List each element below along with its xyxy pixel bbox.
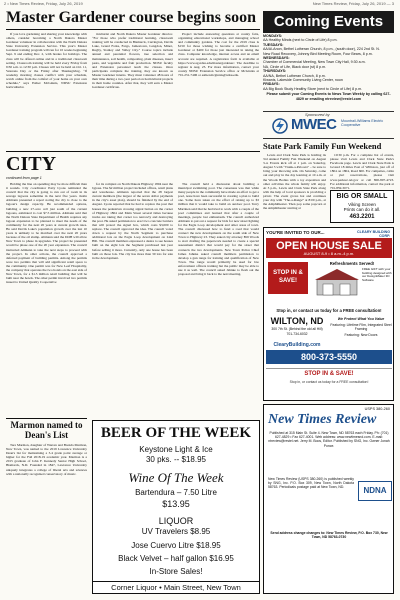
ndna-badge: NDNA xyxy=(358,481,392,501)
city-heading: CITY xyxy=(6,153,57,175)
building-illustration-icon xyxy=(314,267,360,297)
open-house-dates: AUGUST 8-9 • 8 a.m.-4 p.m. xyxy=(303,251,355,256)
article-text: The council held a discussion about building a municipal swimming pool. The consensus was that while many people in the community have made an effort to get a pool, none have been successful in creating a plan to build one. Some have taken on the effort of raising up to $3 million that it would take to build an outdoor pool. Terry Martinen said that he had tried to work with a couple of the pool committees and learned that after a couple of meetings, people lost enthusiasm. The council authorized Altmann to put out a request for bids for new street lighting for the Eagle Loop development and other areas of town. The council discussed how to fund a road that would connect the new developments on the south side of New Town to Highway 23. They asked city attorney Bill Woods to start drafting the paperwork needed to create a special assessment district that would pay for the street that connects the two developments. New Town Police Chief James Jahnke asked council members permission to develop a gun range for training and qualification of New Town. The range would primarily be used for law enforcement officers training but the public may be able to use it as well. The council asked Jahnke to flesh out the proposal and bring it back to the next meeting. xyxy=(178,182,259,277)
event-text: NA, Circle of Life, Black door (st) 8 p.m. xyxy=(263,64,327,69)
location-phone: 701-734-6032 xyxy=(286,332,308,336)
consultation-footer: Stop in, or contact us today for a FREE consultation! xyxy=(289,380,369,384)
article-text: ticulturist and North Dakota Master Gardener director. “For those who prefer traditional learning, classroom training will be conducted in Bismarck, Carrington, Devils Lake, Grand Forks, Fargo, Jamestown, Langdon, Minot, Rugby, Stanley and Valley City.” Course topics include annual and perennial flowers, tree selection and maintenance, soil health, composting, plant diseases, insect pests, and vegetable and fruit production. NDSU faculty and Extension personnel teach the classes. Once participants complete the training, they are known as Master Gardener interns. They must volunteer 48 hours of their time during a two-year period on horticultural projects in their home counties. After that, they will earn a Master Gardener certificate. xyxy=(92,32,173,90)
event-text: AA/Al-Anon, Bethel Lutheran Church, 8 p.m., (south door), 224 2nd St. N. xyxy=(263,47,380,52)
city-column-2 xyxy=(92,182,173,418)
event-entry xyxy=(263,43,394,52)
sponsor-subname: Mountrail-Williams Electric Cooperative xyxy=(341,119,384,128)
event-day: MONDAYS: xyxy=(263,34,283,38)
location-city: WILTON, ND xyxy=(270,316,324,326)
postal-info-text: New Times Review (USPS 380-260) is published weekly by SNG, Inc. P.O. Box 309, New Town, North Dakota 58763. Periodicals postage paid at New Town, ND. xyxy=(268,477,354,490)
event-day: TUESDAYS: xyxy=(263,42,284,47)
event-entry xyxy=(263,69,394,78)
wine-price: $13.95 xyxy=(162,499,190,509)
event-text: AA Big Book Study Healthy Store (next to Circle of Life) 8 p.m. xyxy=(263,86,363,91)
divider xyxy=(6,29,260,30)
wine-item: Bartendura – 7.50 Litre xyxy=(135,488,217,497)
running-header xyxy=(0,0,400,6)
marmon-headline: Marmon named to Dean's List xyxy=(10,420,83,440)
postal-info xyxy=(268,477,354,527)
liquor-item-2: Jose Cuervo Litre $18.95 xyxy=(131,541,221,550)
location-address: 300 7th St. (Behind the old all Hill) xyxy=(271,327,323,331)
article-text: Holding the line on spending may be more difficult than it sounds. City coordinator Patty Lyons reminded the council that the city is going to run out of room in its sewage lagoons sometime in the next five years. Justin Altmann presented a report noting the city is close to the lagoon's design capacity. He recommended options, building a new 27-acre cell just south of the current lagoons, estimated to cost $7.5 million. Altmann said that the North Dakota State Department of Health requires any lagoon expansion to be planned to meet the needs of the community for the next 20 years at current growth rates. He said Devils Lake's population growth over the last 10 years is unlikely to be matched over the next 20 years because of the oil slump. Altmann said the DOH will allow New Town to phase in upgrades. The project he presented would be phase one of the 20 year expansion. The council instructed Altmann to take the next steps to proceed with the project. In other actions, the council approved a deferred payment of building permits. Among the permits were two permits that will add significant retail space to the community. One permit was for New Leaf Hospitality, the company that operates the two hotels on the east side of New Town, for a $1.5 million retail building that will be built near the hotels. The other permit involved two permits issued to United Quality Cooperative xyxy=(6,182,87,285)
beer-price: 30 pks. -- $18.95 xyxy=(145,455,207,464)
big-or-small-line-2: Prints can do it all. xyxy=(343,207,381,212)
event-day: FRIDAYS: xyxy=(263,82,280,87)
publication-info-text: Published at 315 Main St. Suite 4. New Town, ND 58763 each Friday. Ph: (701) 627-4829 • Fax 627-4001. Web address: www.newtimesnd.com. E-mail: ntreview@restel.net. Jerry M. Boos, Editor. Published by SNG, Inc. Owner Jonah Ponce. xyxy=(268,431,390,448)
postmaster-notice xyxy=(268,531,390,561)
left-folio: 2 • New Times Review, Friday, July 26, 2019 xyxy=(4,1,83,6)
protect-slogan: We Protect What You Value xyxy=(337,317,385,321)
master-gardener-column-1 xyxy=(6,32,87,150)
event-text: New Road Recovery, Johnny Bird Meeting Room, Four Bears, 8 p.m. xyxy=(263,51,373,56)
big-or-small-phone: 463.2201 xyxy=(349,214,375,220)
masthead-box xyxy=(263,404,394,594)
article-text: Project include answering questions at county fairs, organizing educational workshops, and managing school and community gardens. The cost for the 2019 class is $150 for those wishing to become a certified Master Gardener or $400 for those just interested in taking the class. Computer knowledge, internet access and an email account are required. A registration form is available at https://www.ag.ndsu.edu/mastergardener/. The deadline to register is Aug. 23. For more information, contact your county NDSU Extension Service office or McGinnis at 701-231-7406 or esther.mcginnis@ndsu.edu. xyxy=(178,32,259,77)
stop-and-save-footer: STOP IN & SAVE! xyxy=(304,371,354,377)
event-entry xyxy=(263,56,394,65)
state-park-column-2 xyxy=(330,153,394,189)
masthead-title: New Times Review xyxy=(268,412,377,427)
state-park-headline: State Park Family Fun Weekend xyxy=(263,141,382,151)
screen-print-ad xyxy=(330,190,394,223)
state-park-column-1 xyxy=(263,153,326,223)
free-gift: FREE GIFT with your building designed with our DesignMaker 3D Software xyxy=(362,267,392,282)
article-text: Tara Marmon, daughter of Warren and Brenda Marmon, New Town, was named to the 2019 Lawrence University Dean's list for maintaining a 3.4 grade point average or higher for the Fall 2018-19 academic year. Marmon is a 2015 graduate of John F. Kennedy Senior High School, Bismarck, N.D. Founded in 1847, Lawrence University uniquely integrates a college of liberal arts and sciences with a nationally recognized conservatory of music. xyxy=(6,443,87,476)
liquor-ad xyxy=(92,420,260,594)
big-or-small-title: BIG OR SMALL xyxy=(336,193,388,200)
refreshments: Refreshments Served! xyxy=(329,261,375,266)
event-day: THURSDAYS: xyxy=(263,69,287,74)
beer-item: Keystone Light & Ice xyxy=(139,445,213,454)
open-house-banner xyxy=(266,238,392,258)
event-text: AA/NA, Bethel Lutheran Church, 8 p.m. xyxy=(263,73,326,78)
liquor-title: LIQUOR xyxy=(158,516,194,526)
master-gardener-headline: Master Gardener course begins soon xyxy=(6,9,257,26)
event-entry xyxy=(263,82,394,91)
event-day: WEDNESDAYS: xyxy=(263,56,290,61)
postmaster-notice-text: Send address change changes to: New Times Review, P.O. Box 730, New Town, ND 58763-0730 xyxy=(270,531,388,540)
toll-free-number: 800-373-5550 xyxy=(300,352,358,362)
divider xyxy=(266,368,392,369)
marmon-article xyxy=(6,443,87,593)
wine-title: Wine Of The Week xyxy=(128,470,224,485)
toll-free-bar xyxy=(266,350,392,364)
submission-note: Please submit your Coming Events to News Town Weekly by calling 627-4829 or emailing ntreview@restel.com xyxy=(266,92,391,101)
right-folio: New Times Review, Friday, July 26, 2019 — 3 xyxy=(312,1,394,6)
sponsor-box xyxy=(263,111,394,139)
power-cooperative-logo-icon xyxy=(271,118,289,134)
article-text: 10:30 p.m. For a complete list of events, please visit Lewis and Clark State Park's Facebook page. Lewis and Clark State Park is located 18 miles East of Williston, just off of 1804 on 1804, Road 600. For campsites, cabin or yurt reservations, please visit www.parkrec.nd.gov or call 800-807-4723. For additional information, contact the park at 701-859-3071. xyxy=(330,153,394,189)
article-text: Lewis and Clark State Park is holding its 3rd Annual Family Fun Weekend on August 3-4. Events kick off at 1 p.m. on Saturday, August 3 with “Trunk-a-Palooza” – be sure to bring your throwing arm. On Saturday, come out and play in the day learning at 10 a.m. at the Woods Bodies with a toy exposition and other activities the whole family will enjoy. At 3 p.m., Lewis and Clark State Park along with the help of local sponsors is providing a picnic. The event grows hot and continues your day with “The-a-Range” at 8:00 p.m., at the Amphitheater. Then pop some popcorn at the Amphitheater starting at xyxy=(263,153,326,211)
liquor-item-3: Black Velvet – half gallon $16.95 xyxy=(118,554,234,563)
event-text: Chamber of Commercial Meeting, New Town City Hall, 9:30 a.m. xyxy=(263,60,366,65)
city-column-1 xyxy=(6,182,87,418)
featuring-doors: Featuring: New Doors xyxy=(344,333,378,337)
cleary-web: ClearyBuilding.com xyxy=(273,342,321,348)
store-name: Corner Liquor • Main Street, New Town xyxy=(93,581,259,592)
open-house-title: OPEN HOUSE SALE xyxy=(276,240,382,252)
in-store-sales: In-Store Sales! xyxy=(149,567,203,576)
event-text: AA Healthy Minds (next to Circle of Life) 8 p.m. xyxy=(263,38,338,43)
article-text: If you love gardening and sharing your knowledge with others, consider becoming a North Dakota Master Gardener volunteer in collaboration with the North Dakota State University Extension Service. This year's Master Gardener training program will run for 10 weeks beginning Sept. 9 and ending Dec. 2, with breaks for holidays. The class will be offered online and in a traditional classroom setting. Classroom training will be held every Friday from 9:30 a.m. to 12:30 p.m. Classes will not be held on Oct. 11, Veterans Day or the Friday after Thanksgiving. “If weekday morning classes conflict with your schedule, watch online from the comfort of your home on your own schedule,” says Esther McGinnis, NDSU Extension horticulturist. xyxy=(6,32,87,90)
big-or-small-line-1: Viking Screen xyxy=(348,202,376,207)
coming-events-header: Coming Events xyxy=(263,11,394,33)
continued-note: continued from page 1 xyxy=(6,176,42,180)
usps-number: USPS 380-260 xyxy=(364,407,390,411)
master-gardener-column-3 xyxy=(178,32,259,150)
open-house-ad xyxy=(263,227,394,401)
stop-and-save-badge: STOP IN & SAVE! xyxy=(268,262,308,294)
liquor-item: UV Travelers $8.95 xyxy=(141,527,211,536)
city-column-3 xyxy=(178,182,259,418)
sponsored-by-label: Sponsored by xyxy=(305,112,330,117)
cleary-brand: CLEARY BUILDING CORP. xyxy=(357,230,390,238)
sponsor-name: MWEC xyxy=(291,116,337,133)
divider xyxy=(6,151,260,152)
coming-events-list xyxy=(263,34,394,106)
features: Featuring: Lifetime Film, Integrated Steel Framing xyxy=(330,323,392,331)
event-entry xyxy=(263,34,394,43)
consultation-note: Stop in, or contact us today for a FREE consultation! xyxy=(276,308,382,313)
event-text: Kiwanis, Lakeside Community Living Center, noon xyxy=(263,78,343,83)
master-gardener-column-2 xyxy=(92,32,173,150)
invite-flag: YOU'RE INVITED TO OUR... xyxy=(266,230,325,235)
publication-info xyxy=(268,431,390,475)
divider xyxy=(6,418,87,419)
beer-title: BEER OF THE WEEK xyxy=(100,425,252,441)
article-text: for its complex on North Dakota Highway 1804 near the bypass. The $2 million project included offices, retail plans and warehouse. Altmann reported that the 28 largest current members (the largest of the seven dollar payments in the city's asset plan), should be finished by the end of August. Lyons reported that he had to replace the post that houses the pedestrian crossing signal button on the corner of Highway 1804 and Main Street several times because trucks are taking that corner too narrowly and destroying the post. He asked permission to erect two concrete barriers that will protect the signal box, which costs $3,000 to replace. The council approved the idea. The council voted down a request by the North Segment to purchase additional lots on the Eagle Loop development on Lind Hill. The council members expressed a desire to see houses built on the eight lots the Segment purchased last year before selling it more. Currently, only one house has been built on those lots. The city has more than 30 lots for sale in the development. xyxy=(92,182,173,260)
